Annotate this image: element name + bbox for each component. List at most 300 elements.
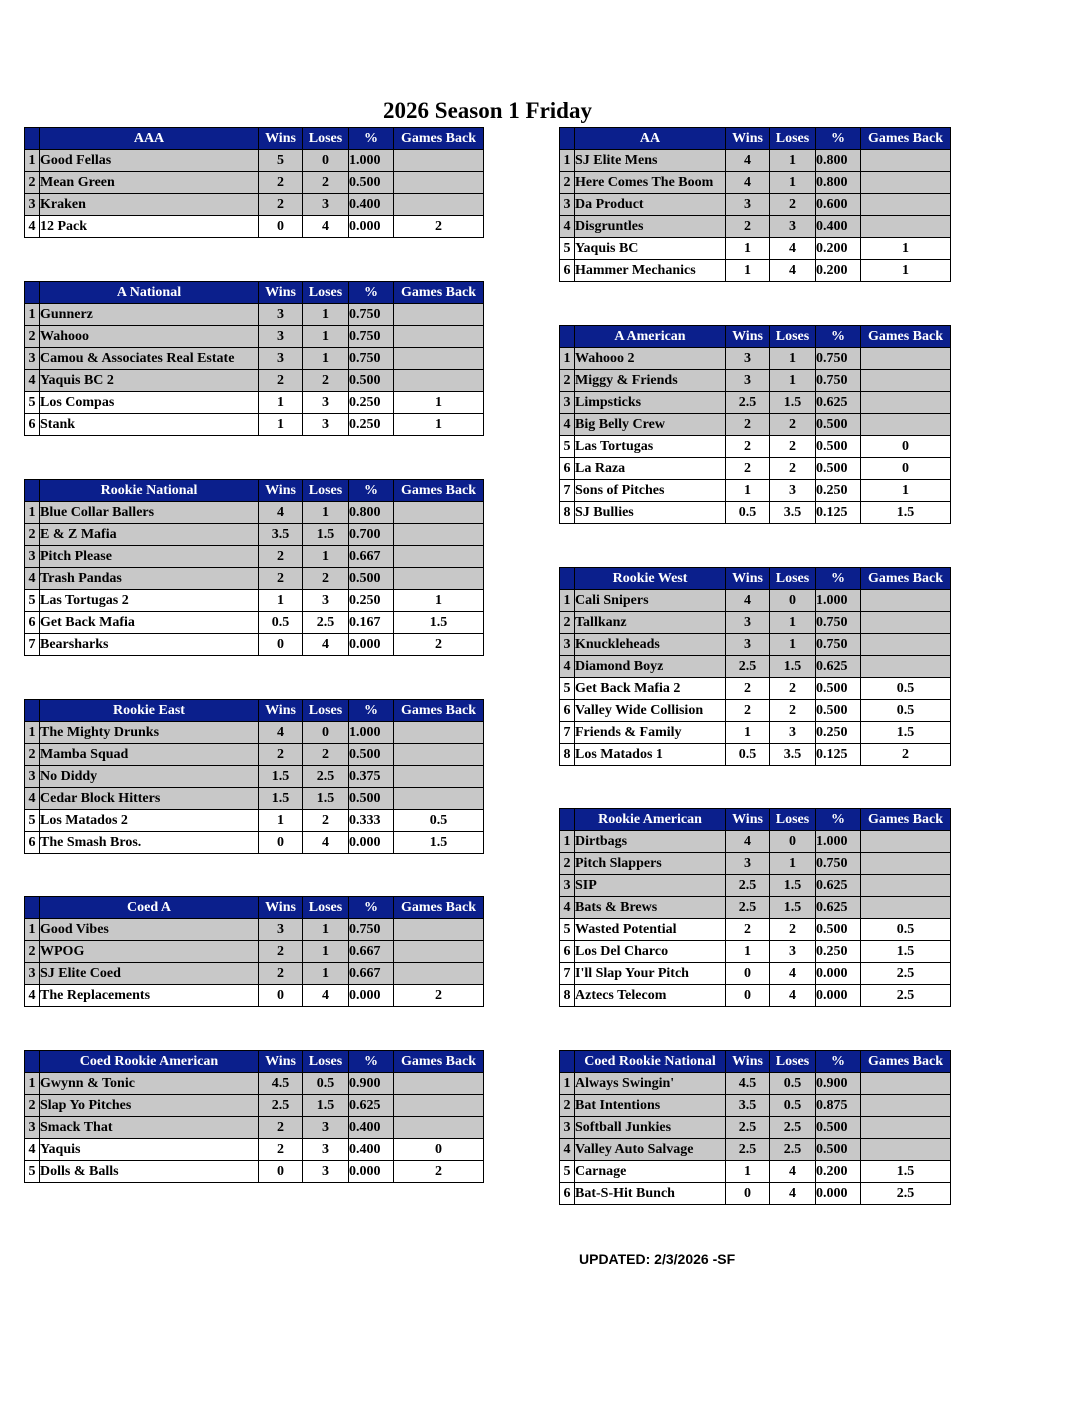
wins-header: Wins	[259, 1051, 303, 1073]
wins-cell: 1	[259, 810, 303, 832]
wins-cell: 0	[259, 985, 303, 1007]
team-cell: SJ Elite Coed	[40, 963, 259, 985]
loses-header: Loses	[303, 282, 349, 304]
wins-cell: 3	[726, 370, 770, 392]
division-name: Coed A	[40, 897, 259, 919]
wins-cell: 2	[259, 172, 303, 194]
rank-cell: 6	[560, 260, 575, 282]
wins-cell: 1.5	[259, 788, 303, 810]
table-row	[560, 348, 951, 370]
loses-cell: 2	[303, 370, 349, 392]
games-back-cell: 1.5	[861, 1161, 951, 1183]
header-corner	[25, 128, 40, 150]
wins-cell: 1	[726, 941, 770, 963]
games-back-cell	[861, 414, 951, 436]
loses-cell: 1	[770, 348, 816, 370]
team-cell: Smack That	[40, 1117, 259, 1139]
table-row	[560, 458, 951, 480]
table-row	[25, 612, 484, 634]
pct-header: %	[349, 480, 394, 502]
wins-cell: 0.5	[726, 744, 770, 766]
wins-cell: 2.5	[259, 1095, 303, 1117]
standings-table-aaa	[24, 127, 484, 238]
team-cell: Mamba Squad	[40, 744, 259, 766]
rank-cell: 4	[25, 985, 40, 1007]
loses-cell: 1	[303, 963, 349, 985]
pct-cell: 0.250	[349, 414, 394, 436]
team-cell: Pitch Slappers	[575, 853, 726, 875]
loses-cell: 4	[303, 216, 349, 238]
wins-cell: 3	[259, 326, 303, 348]
team-cell: Da Product	[575, 194, 726, 216]
rank-cell: 1	[560, 831, 575, 853]
pct-cell: 0.500	[816, 1117, 861, 1139]
header-corner	[560, 128, 575, 150]
wins-cell: 1	[726, 1161, 770, 1183]
wins-cell: 4.5	[726, 1073, 770, 1095]
loses-cell: 0.5	[770, 1073, 816, 1095]
table-row	[25, 744, 484, 766]
games-back-cell	[394, 766, 484, 788]
loses-cell: 4	[303, 634, 349, 656]
team-cell: Big Belly Crew	[575, 414, 726, 436]
rank-cell: 6	[560, 700, 575, 722]
games-back-cell	[861, 348, 951, 370]
division-name: AAA	[40, 128, 259, 150]
pct-cell: 0.500	[349, 568, 394, 590]
rank-cell: 5	[560, 678, 575, 700]
team-cell: Mean Green	[40, 172, 259, 194]
pct-header: %	[816, 326, 861, 348]
loses-header: Loses	[303, 1051, 349, 1073]
table-row	[560, 1161, 951, 1183]
header-row	[560, 809, 951, 831]
team-cell: Cedar Block Hitters	[40, 788, 259, 810]
table-row	[25, 194, 484, 216]
table-row	[25, 1139, 484, 1161]
team-cell: Camou & Associates Real Estate	[40, 348, 259, 370]
rank-cell: 7	[560, 480, 575, 502]
rank-cell: 2	[560, 853, 575, 875]
rank-cell: 2	[25, 941, 40, 963]
rank-cell: 6	[560, 1183, 575, 1205]
games-back-cell	[861, 656, 951, 678]
loses-header: Loses	[770, 568, 816, 590]
team-cell: The Mighty Drunks	[40, 722, 259, 744]
loses-cell: 1	[770, 172, 816, 194]
rank-cell: 1	[25, 722, 40, 744]
pct-cell: 1.000	[816, 590, 861, 612]
pct-cell: 0.200	[816, 260, 861, 282]
wins-cell: 3	[259, 304, 303, 326]
team-cell: Gwynn & Tonic	[40, 1073, 259, 1095]
pct-cell: 0.667	[349, 941, 394, 963]
pct-cell: 0.750	[349, 304, 394, 326]
rank-cell: 7	[560, 963, 575, 985]
team-cell: Get Back Mafia 2	[575, 678, 726, 700]
table-row	[560, 700, 951, 722]
pct-cell: 0.700	[349, 524, 394, 546]
team-cell: Wahooo	[40, 326, 259, 348]
games-back-cell: 1.5	[394, 612, 484, 634]
games-back-cell: 1.5	[861, 941, 951, 963]
team-cell: Dirtbags	[575, 831, 726, 853]
pct-cell: 0.750	[816, 853, 861, 875]
team-cell: Disgruntles	[575, 216, 726, 238]
games-back-cell	[861, 634, 951, 656]
rank-cell: 7	[25, 634, 40, 656]
rank-cell: 6	[25, 612, 40, 634]
pct-cell: 0.750	[349, 326, 394, 348]
rank-cell: 7	[560, 722, 575, 744]
games-back-cell: 0.5	[861, 700, 951, 722]
games-back-cell: 1.5	[861, 502, 951, 524]
games-back-cell: 1	[861, 238, 951, 260]
games-back-cell: 0.5	[861, 919, 951, 941]
wins-cell: 3	[259, 348, 303, 370]
games-back-cell: 1	[394, 414, 484, 436]
team-cell: Cali Snipers	[575, 590, 726, 612]
table-row	[25, 766, 484, 788]
pct-cell: 0.250	[816, 480, 861, 502]
team-cell: Los Del Charco	[575, 941, 726, 963]
table-row	[25, 963, 484, 985]
pct-cell: 0.500	[349, 744, 394, 766]
loses-cell: 1	[770, 612, 816, 634]
games-back-cell	[394, 326, 484, 348]
team-cell: Bearsharks	[40, 634, 259, 656]
rank-cell: 2	[560, 172, 575, 194]
loses-cell: 2.5	[770, 1139, 816, 1161]
team-cell: Miggy & Friends	[575, 370, 726, 392]
wins-cell: 3	[726, 348, 770, 370]
table-row	[560, 502, 951, 524]
table-row	[560, 744, 951, 766]
pct-cell: 0.800	[816, 172, 861, 194]
wins-header: Wins	[259, 480, 303, 502]
loses-cell: 4	[770, 260, 816, 282]
loses-cell: 2	[303, 568, 349, 590]
team-cell: Slap Yo Pitches	[40, 1095, 259, 1117]
pct-cell: 0.625	[349, 1095, 394, 1117]
wins-cell: 3	[726, 612, 770, 634]
rank-cell: 3	[25, 194, 40, 216]
header-corner	[560, 326, 575, 348]
loses-cell: 1.5	[303, 524, 349, 546]
rank-cell: 6	[560, 458, 575, 480]
header-row	[560, 568, 951, 590]
games-back-cell	[394, 1117, 484, 1139]
rank-cell: 3	[560, 194, 575, 216]
games-back-cell: 0	[861, 436, 951, 458]
pct-cell: 0.000	[816, 1183, 861, 1205]
team-cell: Tallkanz	[575, 612, 726, 634]
rank-cell: 4	[560, 656, 575, 678]
table-row	[25, 216, 484, 238]
wins-cell: 2	[259, 744, 303, 766]
wins-cell: 3.5	[259, 524, 303, 546]
pct-cell: 0.500	[816, 919, 861, 941]
loses-cell: 1	[770, 150, 816, 172]
wins-cell: 1	[726, 480, 770, 502]
wins-cell: 0	[726, 985, 770, 1007]
pct-cell: 0.750	[816, 348, 861, 370]
header-row	[25, 897, 484, 919]
table-row	[560, 1183, 951, 1205]
loses-cell: 2.5	[303, 766, 349, 788]
games-back-cell	[861, 897, 951, 919]
wins-cell: 0.5	[726, 502, 770, 524]
table-row	[25, 348, 484, 370]
wins-cell: 0	[726, 963, 770, 985]
table-row	[25, 1161, 484, 1183]
games-back-cell	[394, 919, 484, 941]
games-back-header: Games Back	[394, 700, 484, 722]
games-back-cell	[394, 502, 484, 524]
team-cell: Bat-S-Hit Bunch	[575, 1183, 726, 1205]
loses-cell: 0	[303, 150, 349, 172]
table-row	[560, 634, 951, 656]
wins-cell: 3	[726, 634, 770, 656]
table-row	[560, 590, 951, 612]
rank-cell: 2	[25, 524, 40, 546]
rank-cell: 5	[560, 919, 575, 941]
wins-cell: 3	[726, 853, 770, 875]
wins-header: Wins	[259, 282, 303, 304]
games-back-cell: 1	[394, 392, 484, 414]
games-back-cell	[394, 150, 484, 172]
table-row	[25, 1095, 484, 1117]
team-cell: Wasted Potential	[575, 919, 726, 941]
team-cell: Hammer Mechanics	[575, 260, 726, 282]
loses-cell: 3	[770, 480, 816, 502]
table-row	[25, 172, 484, 194]
games-back-cell	[394, 546, 484, 568]
rank-cell: 3	[25, 963, 40, 985]
wins-cell: 2	[726, 458, 770, 480]
division-name: Coed Rookie National	[575, 1051, 726, 1073]
loses-cell: 3	[770, 216, 816, 238]
wins-cell: 0	[259, 216, 303, 238]
table-row	[25, 414, 484, 436]
wins-cell: 2.5	[726, 1139, 770, 1161]
wins-cell: 2.5	[726, 897, 770, 919]
loses-header: Loses	[770, 326, 816, 348]
games-back-header: Games Back	[861, 326, 951, 348]
team-cell: Yaquis BC	[575, 238, 726, 260]
table-row	[560, 414, 951, 436]
loses-cell: 3	[303, 414, 349, 436]
pct-cell: 0.800	[816, 150, 861, 172]
loses-cell: 1	[303, 326, 349, 348]
wins-cell: 3	[726, 194, 770, 216]
table-row	[560, 985, 951, 1007]
wins-header: Wins	[726, 1051, 770, 1073]
loses-cell: 0.5	[770, 1095, 816, 1117]
rank-cell: 4	[25, 788, 40, 810]
rank-cell: 3	[560, 875, 575, 897]
table-row	[560, 963, 951, 985]
team-cell: Valley Wide Collision	[575, 700, 726, 722]
wins-cell: 4	[259, 722, 303, 744]
games-back-cell	[861, 853, 951, 875]
table-row	[560, 875, 951, 897]
header-corner	[560, 568, 575, 590]
loses-cell: 1	[303, 304, 349, 326]
rank-cell: 4	[25, 216, 40, 238]
loses-cell: 2	[303, 172, 349, 194]
games-back-cell: 0	[861, 458, 951, 480]
team-cell: Good Fellas	[40, 150, 259, 172]
wins-cell: 4	[726, 150, 770, 172]
loses-cell: 4	[303, 832, 349, 854]
pct-header: %	[816, 568, 861, 590]
rank-cell: 6	[25, 414, 40, 436]
wins-cell: 1	[726, 722, 770, 744]
games-back-header: Games Back	[394, 480, 484, 502]
pct-cell: 1.000	[349, 150, 394, 172]
team-cell: Trash Pandas	[40, 568, 259, 590]
team-cell: Yaquis	[40, 1139, 259, 1161]
games-back-cell: 0	[394, 1139, 484, 1161]
pct-cell: 0.000	[816, 985, 861, 1007]
team-cell: Good Vibes	[40, 919, 259, 941]
loses-cell: 1	[303, 502, 349, 524]
rank-cell: 2	[560, 1095, 575, 1117]
table-row	[25, 568, 484, 590]
division-name: AA	[575, 128, 726, 150]
division-name: Rookie American	[575, 809, 726, 831]
header-corner	[560, 809, 575, 831]
games-back-header: Games Back	[861, 809, 951, 831]
wins-cell: 2.5	[726, 875, 770, 897]
wins-cell: 2	[259, 941, 303, 963]
table-row	[25, 985, 484, 1007]
team-cell: Los Matados 1	[575, 744, 726, 766]
loses-cell: 0	[303, 722, 349, 744]
loses-header: Loses	[770, 809, 816, 831]
pct-cell: 0.625	[816, 875, 861, 897]
loses-header: Loses	[303, 897, 349, 919]
team-cell: Limpsticks	[575, 392, 726, 414]
loses-cell: 3	[303, 392, 349, 414]
division-name: A American	[575, 326, 726, 348]
rank-cell: 1	[560, 348, 575, 370]
games-back-cell	[394, 963, 484, 985]
wins-cell: 4	[726, 831, 770, 853]
games-back-cell	[861, 392, 951, 414]
table-row	[25, 524, 484, 546]
pct-cell: 0.500	[816, 436, 861, 458]
games-back-cell	[394, 524, 484, 546]
loses-header: Loses	[303, 128, 349, 150]
loses-header: Loses	[303, 480, 349, 502]
header-row	[25, 282, 484, 304]
division-name: Rookie West	[575, 568, 726, 590]
pct-cell: 0.000	[349, 216, 394, 238]
rank-cell: 1	[25, 1073, 40, 1095]
wins-cell: 2	[259, 963, 303, 985]
pct-cell: 0.000	[349, 1161, 394, 1183]
wins-cell: 2	[259, 1139, 303, 1161]
table-row	[25, 150, 484, 172]
team-cell: Dolls & Balls	[40, 1161, 259, 1183]
table-row	[560, 612, 951, 634]
team-cell: Aztecs Telecom	[575, 985, 726, 1007]
wins-cell: 3	[259, 919, 303, 941]
team-cell: Kraken	[40, 194, 259, 216]
rank-cell: 1	[560, 590, 575, 612]
pct-cell: 0.333	[349, 810, 394, 832]
loses-cell: 1.5	[770, 897, 816, 919]
loses-header: Loses	[770, 1051, 816, 1073]
rank-cell: 5	[560, 436, 575, 458]
table-row	[25, 788, 484, 810]
loses-cell: 2	[770, 919, 816, 941]
games-back-cell: 0.5	[861, 678, 951, 700]
division-name: A National	[40, 282, 259, 304]
header-corner	[25, 700, 40, 722]
wins-cell: 2.5	[726, 1117, 770, 1139]
pct-cell: 0.625	[816, 897, 861, 919]
games-back-cell	[861, 194, 951, 216]
rank-cell: 5	[25, 590, 40, 612]
pct-cell: 0.000	[349, 634, 394, 656]
loses-cell: 4	[770, 963, 816, 985]
wins-cell: 2	[726, 678, 770, 700]
games-back-cell	[394, 788, 484, 810]
pct-cell: 0.125	[816, 502, 861, 524]
loses-cell: 4	[303, 985, 349, 1007]
team-cell: Knuckleheads	[575, 634, 726, 656]
pct-cell: 0.250	[349, 590, 394, 612]
loses-cell: 0.5	[303, 1073, 349, 1095]
table-row	[25, 392, 484, 414]
team-cell: SJ Bullies	[575, 502, 726, 524]
loses-cell: 1.5	[303, 1095, 349, 1117]
loses-cell: 2	[303, 744, 349, 766]
pct-cell: 0.625	[816, 392, 861, 414]
wins-cell: 0	[259, 634, 303, 656]
games-back-cell	[861, 831, 951, 853]
rank-cell: 1	[25, 502, 40, 524]
games-back-header: Games Back	[861, 568, 951, 590]
rank-cell: 8	[560, 744, 575, 766]
wins-cell: 2	[259, 1117, 303, 1139]
team-cell: Las Tortugas 2	[40, 590, 259, 612]
team-cell: Softball Junkies	[575, 1117, 726, 1139]
rank-cell: 2	[25, 172, 40, 194]
team-cell: Get Back Mafia	[40, 612, 259, 634]
pct-cell: 0.750	[349, 348, 394, 370]
wins-cell: 2	[259, 194, 303, 216]
rank-cell: 5	[25, 392, 40, 414]
header-row	[25, 700, 484, 722]
loses-cell: 3	[303, 1117, 349, 1139]
loses-cell: 1.5	[303, 788, 349, 810]
games-back-cell	[394, 722, 484, 744]
loses-cell: 0	[770, 831, 816, 853]
wins-cell: 1	[259, 590, 303, 612]
games-back-cell	[861, 590, 951, 612]
pct-header: %	[816, 1051, 861, 1073]
pct-cell: 0.667	[349, 963, 394, 985]
loses-cell: 3	[303, 1161, 349, 1183]
loses-cell: 2	[770, 678, 816, 700]
pct-cell: 0.400	[349, 1139, 394, 1161]
table-row	[25, 1117, 484, 1139]
games-back-cell	[394, 304, 484, 326]
